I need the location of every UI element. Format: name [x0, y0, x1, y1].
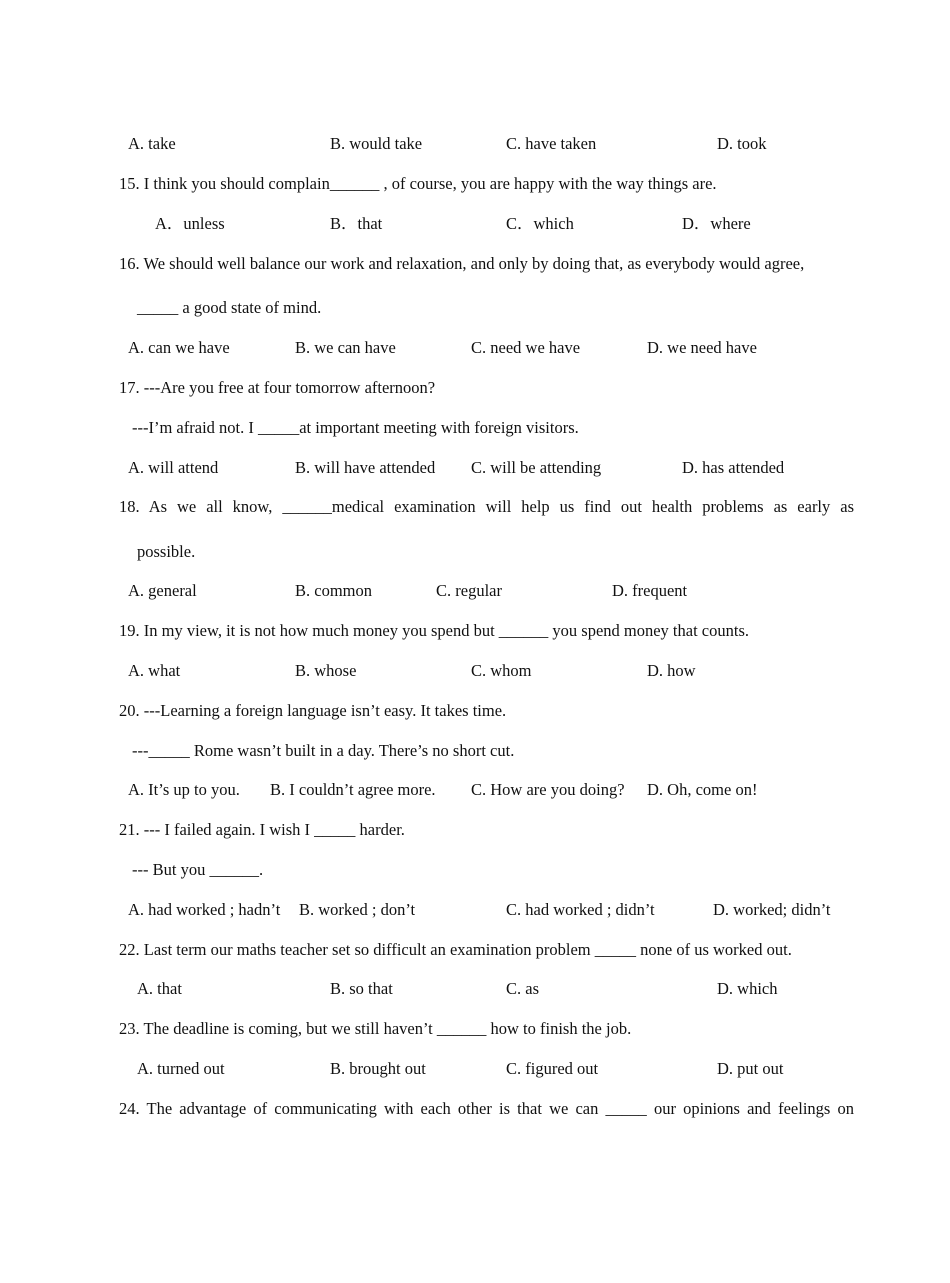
q16-option-b[interactable]: B. we can have — [295, 338, 396, 357]
q22-option-d[interactable]: D. which — [717, 979, 778, 998]
q18-option-a[interactable]: A. general — [128, 581, 197, 600]
q20-option-b[interactable]: B. I couldn’t agree more. — [270, 780, 436, 799]
q19-stem: 19. In my view, it is not how much money you spend but ______ you spend money that counts. — [119, 621, 749, 640]
q21-option-d[interactable]: D. worked; didn’t — [713, 900, 831, 919]
q20-option-d[interactable]: D. Oh, come on! — [647, 780, 758, 799]
q17-option-d[interactable]: D. has attended — [682, 458, 785, 477]
q19-option-b[interactable]: B. whose — [295, 661, 357, 680]
q24-stem: 24. The advantage of communicating with each other is that we can _____ our opinions and feelings on — [119, 1099, 854, 1118]
q15-stem: 15. I think you should complain______ , of course, you are happy with the way things are. — [119, 174, 717, 193]
q19-option-a[interactable]: A. what — [128, 661, 181, 680]
q21-option-b[interactable]: B. worked ; don’t — [299, 900, 416, 919]
q17-stem-line2: ---I’m afraid not. I _____at important meeting with foreign visitors. — [132, 418, 579, 437]
q17-stem-line1: 17. ---Are you free at four tomorrow afternoon? — [119, 378, 436, 397]
q22-option-a[interactable]: A. that — [137, 979, 182, 998]
q19-option-c[interactable]: C. whom — [471, 661, 532, 680]
q18-option-c[interactable]: C. regular — [436, 581, 502, 600]
q20-option-c[interactable]: C. How are you doing? — [471, 780, 625, 799]
q15-option-c[interactable]: C．which — [506, 214, 574, 233]
q17-option-c[interactable]: C. will be attending — [471, 458, 602, 477]
q20-stem-line1: 20. ---Learning a foreign language isn’t easy. It takes time. — [119, 701, 507, 720]
q21-stem-line2: --- But you ______. — [132, 860, 264, 879]
q17-option-b[interactable]: B. will have attended — [295, 458, 436, 477]
q23-option-b[interactable]: B. brought out — [330, 1059, 426, 1078]
q18-stem-line2: possible. — [137, 542, 196, 561]
q15-option-b[interactable]: B．that — [330, 214, 383, 233]
q20-stem-line2: ---_____ Rome wasn’t built in a day. There’s no short cut. — [132, 741, 515, 760]
q21-option-a[interactable]: A. had worked ; hadn’t — [128, 900, 281, 919]
q22-stem: 22. Last term our maths teacher set so difficult an examination problem _____ none of us worked out. — [119, 940, 792, 959]
q22-option-b[interactable]: B. so that — [330, 979, 393, 998]
q16-stem-line1: 16. We should well balance our work and relaxation, and only by doing that, as everybody would agree, — [119, 254, 805, 273]
q16-option-c[interactable]: C. need we have — [471, 338, 581, 357]
q15-option-a[interactable]: A．unless — [155, 214, 225, 233]
q22-option-c[interactable]: C. as — [506, 979, 539, 998]
q14-option-d[interactable]: D. took — [717, 134, 767, 153]
q23-option-d[interactable]: D. put out — [717, 1059, 784, 1078]
q23-option-c[interactable]: C. figured out — [506, 1059, 599, 1078]
q23-stem: 23. The deadline is coming, but we still haven’t ______ how to finish the job. — [119, 1019, 632, 1038]
q16-option-d[interactable]: D. we need have — [647, 338, 757, 357]
q18-option-b[interactable]: B. common — [295, 581, 372, 600]
q18-stem-line1: 18. As we all know, ______medical examination will help us find out health problems as early as — [119, 497, 854, 516]
q20-option-a[interactable]: A. It’s up to you. — [128, 780, 240, 799]
q21-stem-line1: 21. --- I failed again. I wish I _____ harder. — [119, 820, 405, 839]
q21-option-c[interactable]: C. had worked ; didn’t — [506, 900, 655, 919]
q16-option-a[interactable]: A. can we have — [128, 338, 230, 357]
q16-stem-line2: _____ a good state of mind. — [137, 298, 322, 317]
q14-option-a[interactable]: A. take — [128, 134, 176, 153]
q15-option-d[interactable]: D．where — [682, 214, 751, 233]
q18-option-d[interactable]: D. frequent — [612, 581, 688, 600]
q14-option-b[interactable]: B. would take — [330, 134, 423, 153]
q23-option-a[interactable]: A. turned out — [137, 1059, 225, 1078]
q14-option-c[interactable]: C. have taken — [506, 134, 597, 153]
q17-option-a[interactable]: A. will attend — [128, 458, 219, 477]
q19-option-d[interactable]: D. how — [647, 661, 696, 680]
